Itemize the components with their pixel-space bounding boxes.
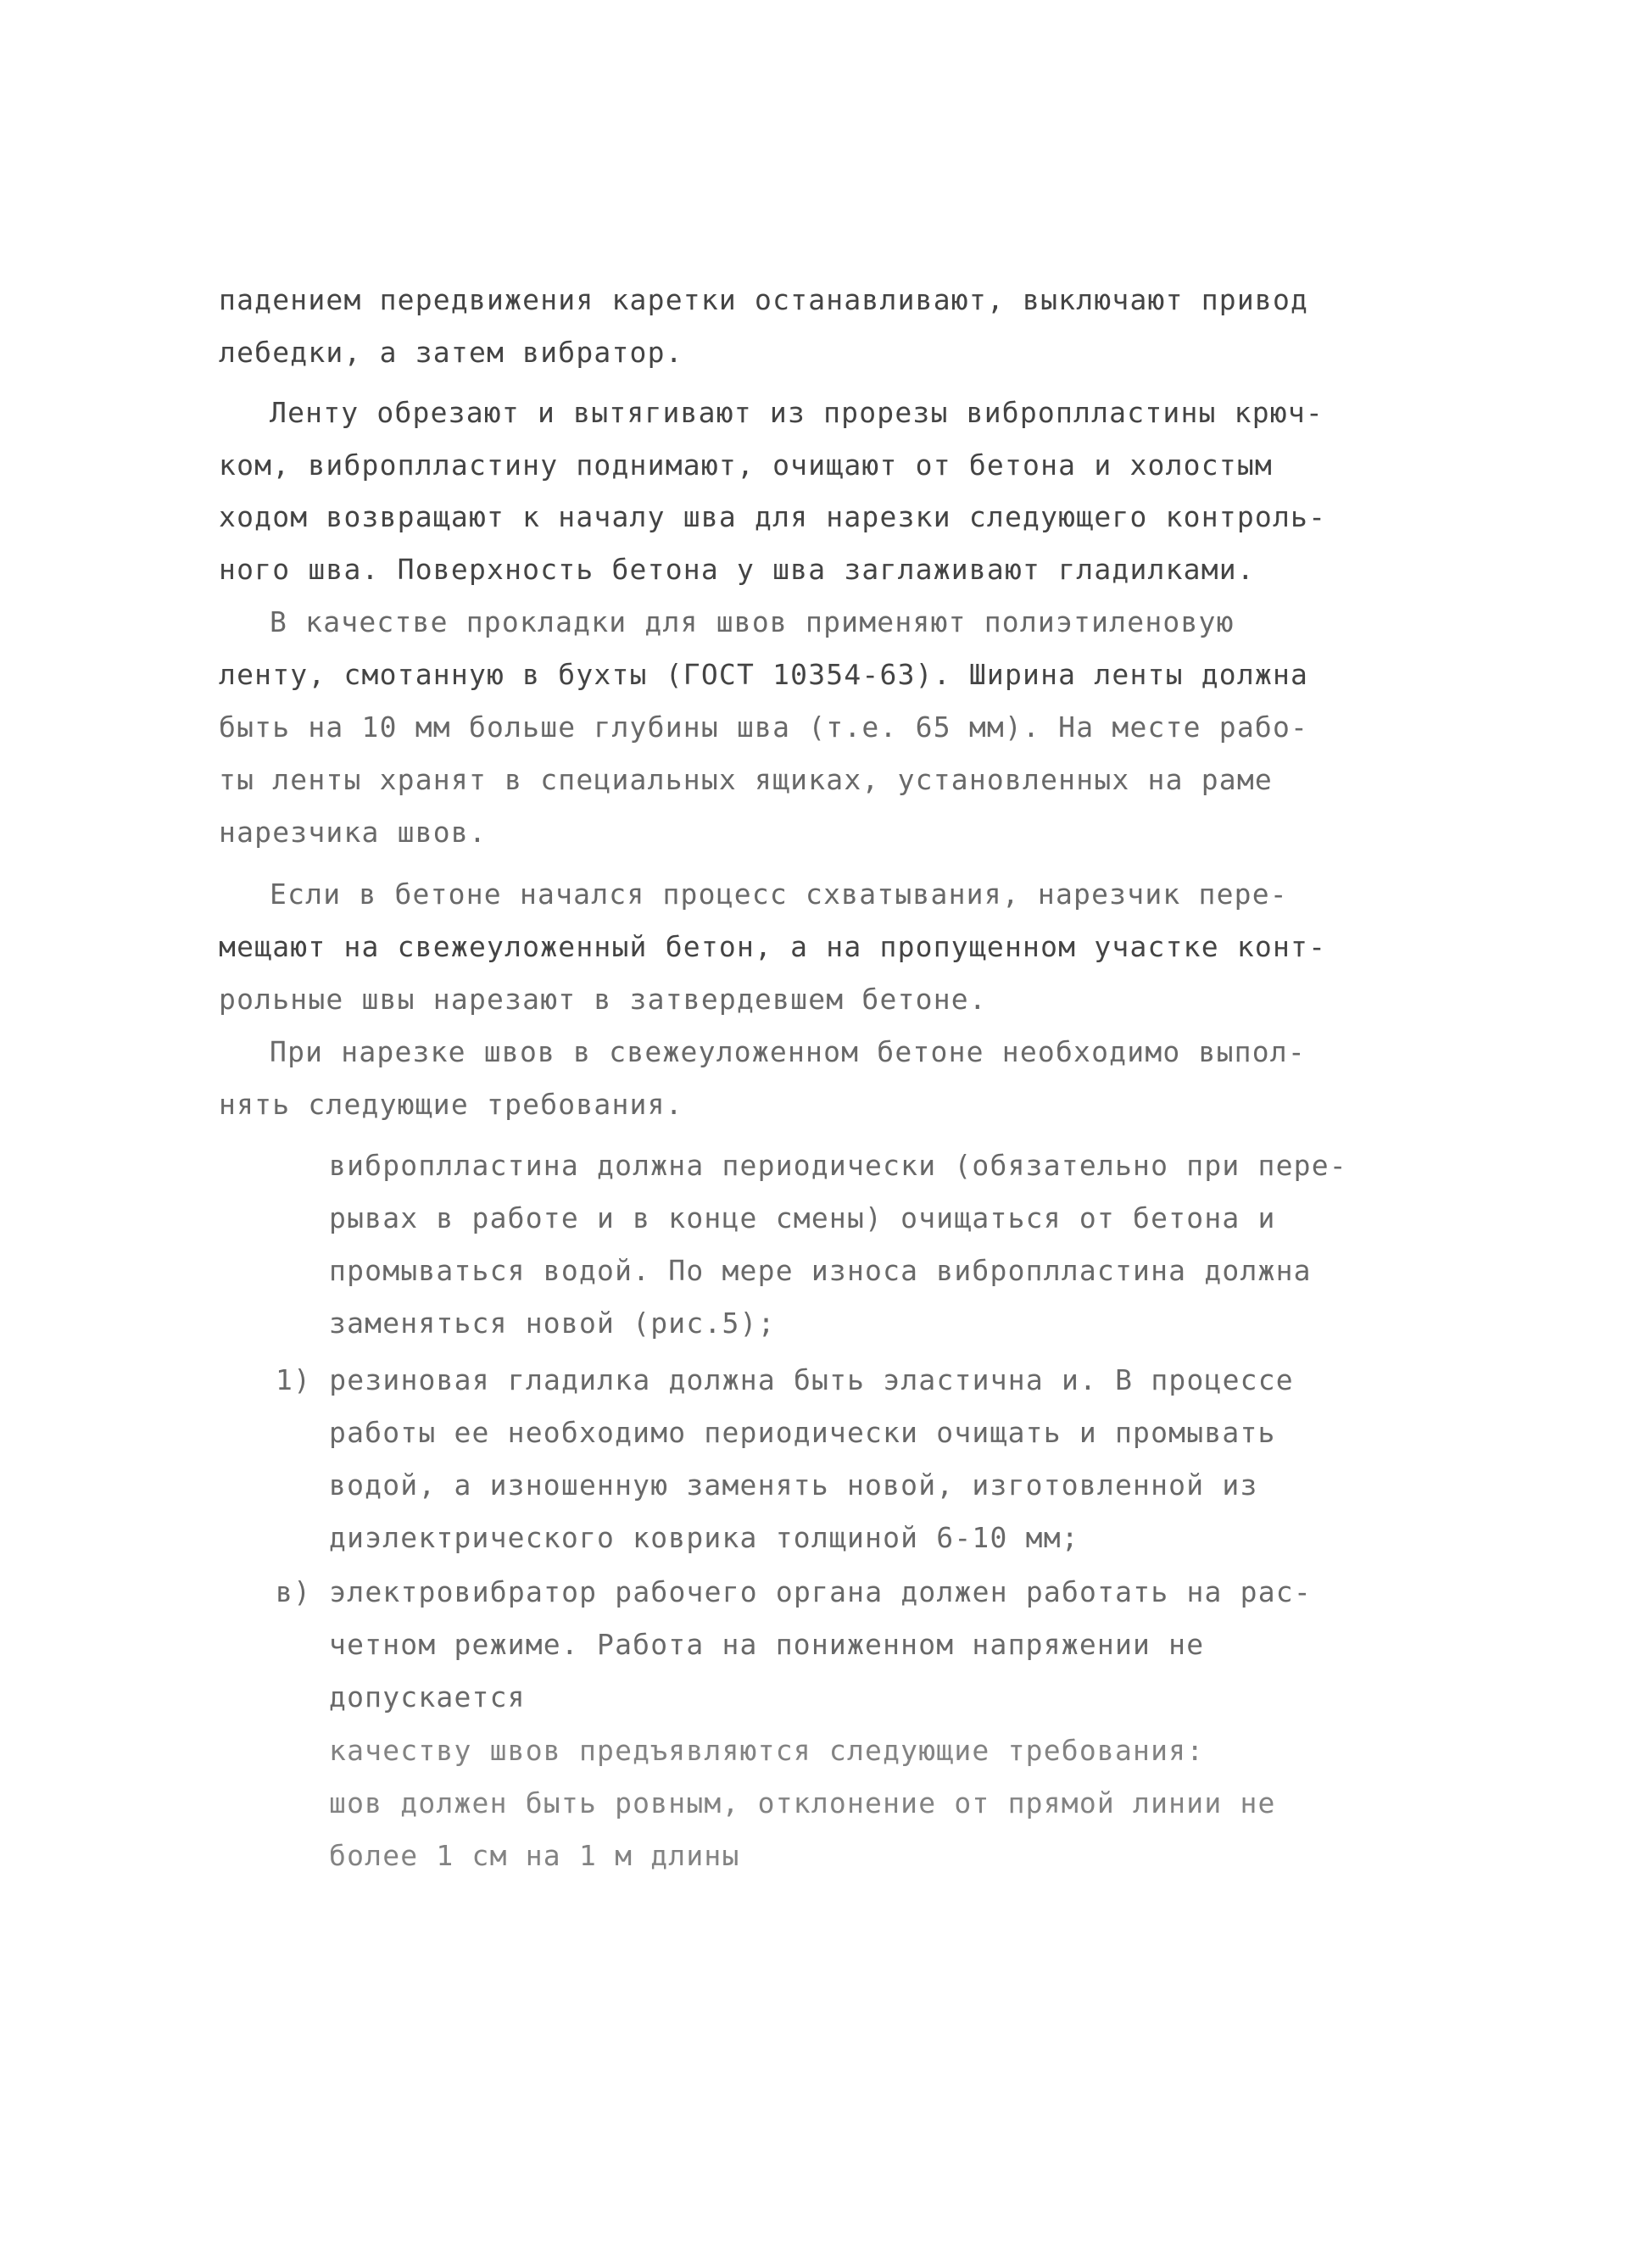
text-line: мещают на свежеуложенный бетон, а на пропущенном участке конт- [219, 930, 1327, 963]
text-line: Ленту обрезают и вытягивают из прорезы виброплластины крюч- [270, 396, 1324, 429]
text-line: 1) резиновая гладилка должна быть эластична и. В процессе [276, 1363, 1294, 1396]
text-line: нять следующие требования. [219, 1088, 683, 1121]
text-line: ленту, смотанную в бухты (ГОСТ 10354-63). Ширина ленты должна [219, 658, 1309, 691]
text-line: ного шва. Поверхность бетона у шва заглаживают гладилками. [219, 553, 1255, 586]
text-line: допускается [329, 1680, 526, 1714]
text-line: В качестве прокладки для швов применяют полиэтиленовую [270, 605, 1235, 638]
text-line: диэлектрического коврика толщиной 6-10 мм; [329, 1521, 1079, 1554]
text-line: промываться водой. По мере износа виброплластина должна [329, 1254, 1312, 1287]
text-line: водой, а изношенную заменять новой, изготовленной из [329, 1468, 1258, 1502]
text-line: шов должен быть ровным, отклонение от прямой линии не [329, 1786, 1276, 1819]
text-line: Если в бетоне начался процесс схватывания, нарезчик пере- [270, 878, 1288, 911]
text-line: ты ленты хранят в специальных ящиках, установленных на раме [219, 763, 1273, 796]
text-line: падением передвижения каретки останавливают, выключают привод [219, 283, 1309, 316]
text-line: работы ее необходимо периодически очищать и промывать [329, 1416, 1276, 1449]
text-line: лебедки, а затем вибратор. [219, 336, 683, 369]
text-line: качеству швов предъявляются следующие требования: [329, 1734, 1205, 1767]
text-line: быть на 10 мм больше глубины шва (т.е. 65 мм). На месте рабо- [219, 710, 1309, 744]
text-line: четном режиме. Работа на пониженном напряжении не [329, 1628, 1205, 1661]
text-line: более 1 см на 1 м длины [329, 1839, 740, 1872]
text-line: виброплластина должна периодически (обязательно при пере- [329, 1149, 1347, 1182]
text-line: в) электровибратор рабочего органа должен работать на рас- [276, 1575, 1312, 1608]
text-line: нарезчика швов. [219, 816, 488, 849]
text-line: ходом возвращают к началу шва для нарезки следующего контроль- [219, 500, 1327, 533]
text-line: рольные швы нарезают в затвердевшем бетоне. [219, 983, 987, 1016]
text-line: рывах в работе и в конце смены) очищаться от бетона и [329, 1201, 1276, 1234]
text-line: заменяться новой (рис.5); [329, 1307, 776, 1340]
text-line: ком, виброплластину поднимают, очищают от бетона и холостым [219, 449, 1273, 482]
text-line: При нарезке швов в свежеуложенном бетоне необходимо выпол- [270, 1035, 1306, 1068]
